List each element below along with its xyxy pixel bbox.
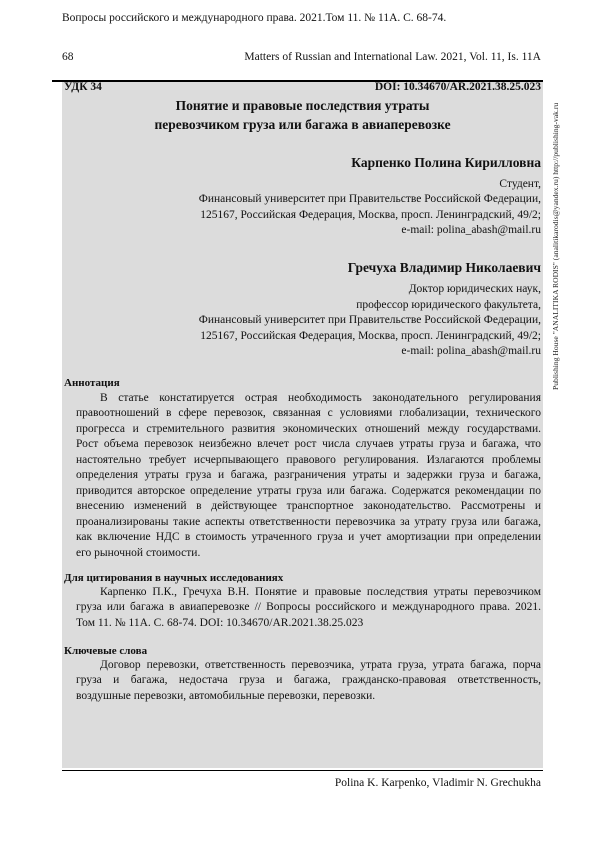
author-email: e-mail: polina_abash@mail.ru [401, 345, 541, 357]
author-info: Доктор юридических наук, [408, 283, 541, 295]
author-info: профессор юридического факультета, [356, 299, 541, 311]
paragraph-line: как включение НДС в стоимость утраченного груза и учет амортизации при определении [76, 531, 541, 544]
paragraph-line: настоятельно требует исчерпывающего правового регулирования. Излагаются проблемы [76, 453, 541, 466]
author-name: Гречуха Владимир Николаевич [347, 260, 541, 275]
author-info: Финансовый университет при Правительстве Российской Федерации, [198, 314, 541, 326]
paragraph-line: груза и багажа, недостача груза и багажа, гражданско-правовая ответственность, [76, 674, 541, 687]
abstract-heading: Аннотация [64, 377, 120, 389]
paragraph-line: Рост объема перевозок неизбежно влечет рост числа случаев утраты груза и багажа, что [76, 438, 541, 451]
footer-authors: Polina K. Karpenko, Vladimir N. Grechukha [334, 777, 541, 789]
footer-rule [62, 770, 543, 771]
article-title-line: Понятие и правовые последствия утраты [175, 98, 430, 113]
paragraph-line: Том 11. № 11А. С. 68-74. DOI: 10.34670/AR.2021.38.25.023 [76, 616, 364, 629]
author-info: Студент, [499, 178, 541, 190]
keywords-heading: Ключевые слова [64, 645, 148, 657]
paragraph-line: прогресса и стремительного развития экономических отношений между государствами. [76, 422, 541, 435]
author-email: e-mail: polina_abash@mail.ru [401, 224, 541, 236]
citation-heading: Для цитирования в научных исследованиях [64, 572, 284, 584]
article-title-line: перевозчиком груза или багажа в авиаперевозке [154, 117, 451, 132]
journal-title-en: Matters of Russian and International Law. 2021, Vol. 11, Is. 11A [244, 51, 541, 63]
paragraph-line: Карпенко П.К., Гречуха В.Н. Понятие и правовые последствия утраты перевозчиком [100, 586, 541, 598]
paragraph-line: приводится авторское определение утраты груза или багажа. Содержатся рекомендации по [76, 484, 541, 497]
author-name: Карпенко Полина Кирилловна [351, 155, 541, 170]
paragraph-line: определения утраты груза и багажа, разграничения утраты и задержки груза и багажа, [76, 469, 541, 482]
paragraph-line: правоотношений в сфере перевозок, связанная с условиями глобализации, технического [76, 407, 541, 420]
paragraph-line: Договор перевозки, ответственность перевозчика, утрата груза, утрата багажа, порча [100, 659, 541, 671]
publisher-side-note: Publishing House "ANALITIKA RODIS" (analitikarodis@yandex.ru) http://publishing-vak.ru [551, 102, 560, 390]
paragraph-line: В статье констатируется острая необходимость законодательного регулирования [100, 392, 541, 404]
running-header: Вопросы российского и международного права. 2021.Том 11. № 11А. С. 68-74. [62, 12, 447, 24]
page-number: 68 [62, 51, 74, 63]
doi: DOI: 10.34670/AR.2021.38.25.023 [374, 81, 541, 93]
paragraph-line: его рыночной стоимости. [76, 546, 201, 559]
author-info: Финансовый университет при Правительстве Российской Федерации, [198, 193, 541, 205]
paragraph-line: воздушные перевозки, автомобильные перевозки, перевозки. [76, 689, 376, 702]
paragraph-line: проанализированы такие аспекты ответственности перевозчика за утрату груза или багажа, [76, 515, 541, 528]
udk: УДК 34 [64, 81, 102, 93]
paragraph-line: внесению изменений в действующее транспортное законодательство. Рассмотрены и [76, 500, 541, 513]
author-info: 125167, Российская Федерация, Москва, просп. Ленинградский, 49/2; [200, 209, 541, 221]
paragraph-line: груза или багажа в авиаперевозке // Вопросы российского и международного права. 2021. [76, 601, 541, 614]
author-info: 125167, Российская Федерация, Москва, просп. Ленинградский, 49/2; [200, 330, 541, 342]
